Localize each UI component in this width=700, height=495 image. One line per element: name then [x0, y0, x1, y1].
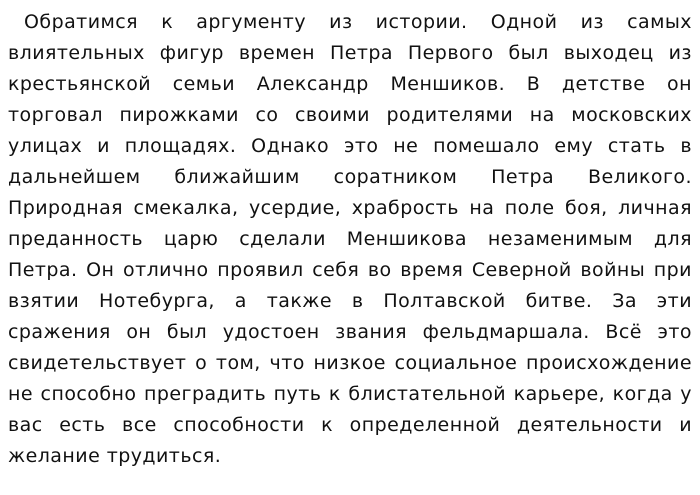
- essay-paragraph: Обратимся к аргументу из истории. Одной из самых влиятельных фигур времен Петра Первого был выходец из крестьянской семьи Александр Меншиков. В детстве он торговал пирожками со своими родителями на московских улицах и площадях. Однако это не помешало ему стать в дальнейшем ближайшим соратником Петра Великого. Природная смекалка, усердие, храбрость на поле боя, личная преданность царю сделали Меншикова незаменимым для Петра. Он отлично проявил себя во время Северной войны при взятии Нотебурга, а также в Полтавской битве. За эти сражения он был удостоен звания фельдмаршала. Всё это свидетельствует о том, что низкое социальное происхождение не способно преградить путь к блистательной карьере, когда у вас есть все способности к определенной деятельности и желание трудиться.: [8, 11, 692, 467]
- document-body: [8, 7, 692, 472]
